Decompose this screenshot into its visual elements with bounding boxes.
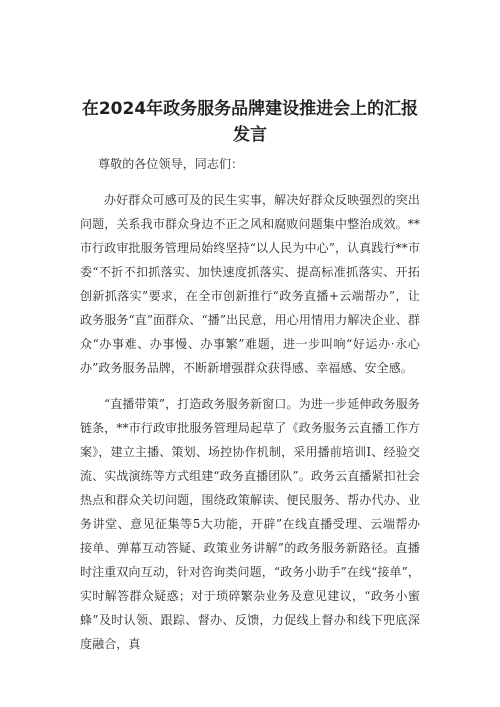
paragraph-1: 办好群众可感可及的民生实事，解决好群众反映强烈的突出问题，关系我市群众身边不正之风和腐败问题集中整治成效。**市行政审批服务管理局始终坚持“以人民为中心”，认真践行**市委“不折不扣抓落实、加快速度抓落实、提高标准抓落实、开拓创新抓落实”要求，在全市创新推行“政务直播+云端帮办”，让政务服务“直”面群众、“播”出民意，用心用情用力解决企业、群众“办事难、办事慢、办事繁”难题，进一步叫响“好运办·永心办”政务服务品牌，不断新增强群众获得感、幸福感、安全感。 (80, 193, 420, 375)
document-body (80, 152, 420, 656)
salutation: 尊敬的各位领导，同志们： (98, 157, 244, 171)
paragraph-2: “直播带策”，打造政务服务新窗口。为进一步延伸政务服务链条，**市行政审批服务管理局起草了《政务服务云直播工作方案》，建立主播、策划、场控协作机制，采用播前培训Ⅰ、经验交流、实战演练等方式组建“政务直播团队”。政务云直播紧扣社会热点和群众关切问题，围绕政策解读、便民服务、帮办代办、业务讲堂、意见征集等5大功能，开辟”在线直播受理、云端帮办接单、弹幕互动答疑、政策业务讲解”的政务服务新路径。直播时注重双向互动，针对咨询类问题，“政务小助手”在线“接单”，实时解答群众疑惑；对于琐碎繁杂业务及意见建议，“政务小蜜蜂”及时认领、跟踪、督办、反馈，力促线上督办和线下兜底深度融合，真 (80, 397, 420, 651)
document-title: 在2024年政务服务品牌建设推进会上的汇报发言 (81, 99, 419, 145)
